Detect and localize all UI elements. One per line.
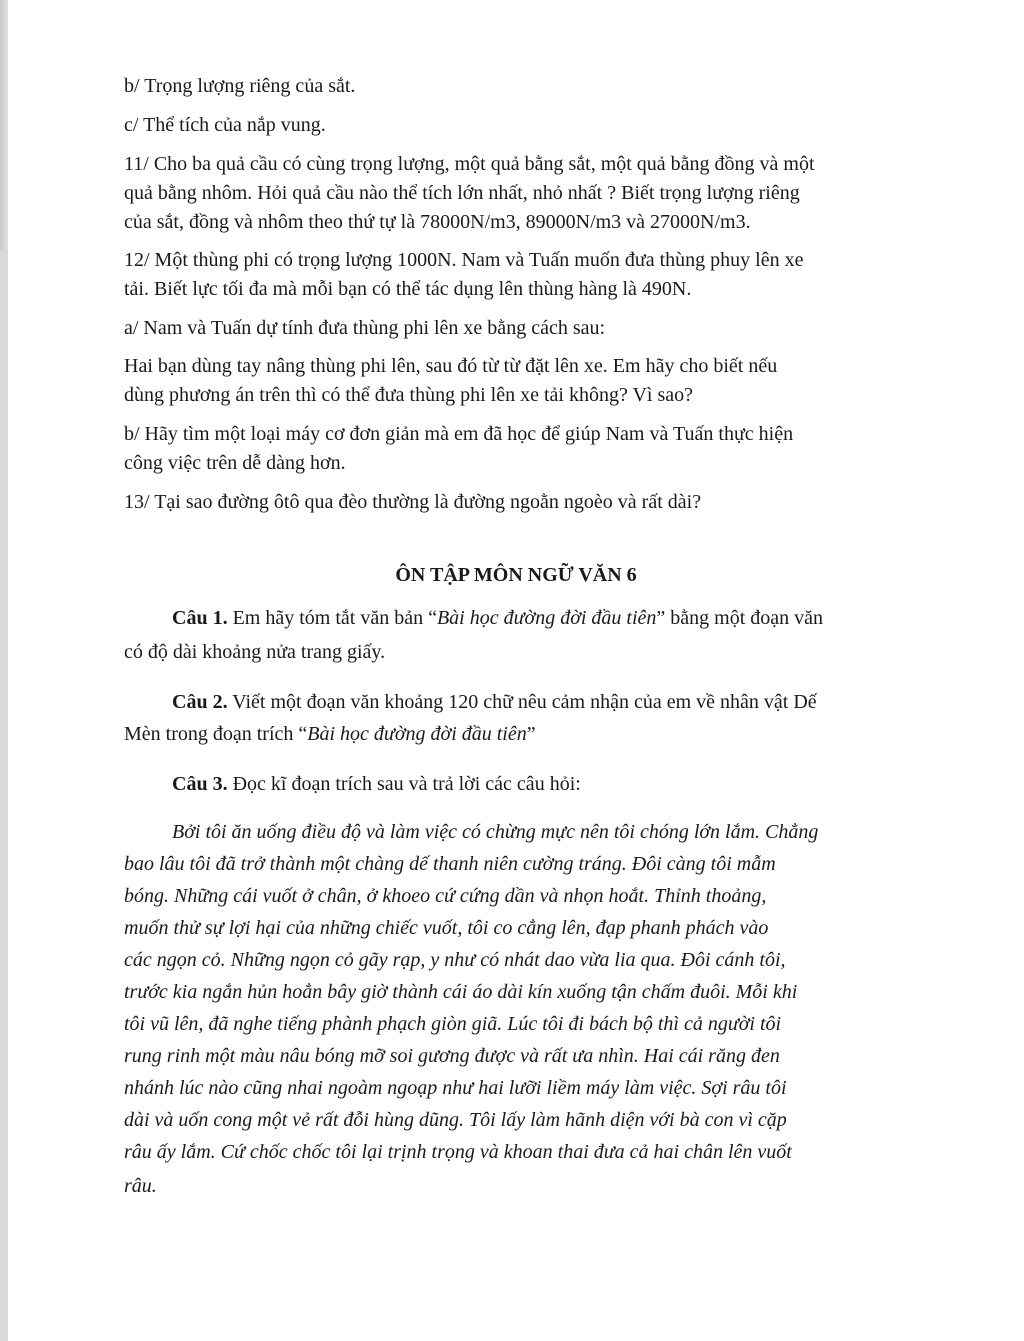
cau1-line1	[172, 604, 823, 632]
cau2-title: Bài học đường đời đầu tiên	[307, 723, 527, 745]
cau3-text: Đọc kĩ đoạn trích sau và trả lời các câu hỏi:	[227, 773, 581, 795]
physics-q12-line2: tải. Biết lực tối đa mà mỗi bạn có thể tác dụng lên thùng hàng là 490N.	[124, 278, 692, 300]
excerpt-line: râu.	[124, 1175, 157, 1197]
physics-q10b: b/ Trọng lượng riêng của sắt.	[124, 75, 356, 97]
cau2-line2	[124, 720, 536, 748]
cau3-label: Câu 3.	[172, 773, 228, 795]
excerpt-line: rung rinh một màu nâu bóng mỡ soi gương được và rất ưa nhìn. Hai cái răng đen	[124, 1045, 780, 1067]
cau2-line1	[172, 688, 817, 716]
excerpt-line: râu ấy lắm. Cứ chốc chốc tôi lại trịnh trọng và khoan thai đưa cả hai chân lên vuốt	[124, 1141, 792, 1163]
cau1-title: Bài học đường đời đầu tiên	[436, 607, 657, 629]
cau3-line	[172, 770, 581, 798]
physics-q12a: a/ Nam và Tuấn dự tính đưa thùng phi lên xe bằng cách sau:	[124, 317, 606, 339]
excerpt-line: nhánh lúc nào cũng nhai ngoàm ngoạp như hai lưỡi liềm máy làm việc. Sợi râu tôi	[124, 1077, 787, 1099]
excerpt-line: dài và uốn cong một vẻ rất đỗi hùng dũng. Tôi lấy làm hãnh diện với bà con vì cặp	[124, 1109, 787, 1131]
excerpt-line: Bởi tôi ăn uống điều độ và làm việc có chừng mực nên tôi chóng lớn lắm. Chẳng	[172, 821, 819, 843]
cau1-label: Câu 1.	[172, 607, 228, 629]
excerpt-line: muốn thử sự lợi hại của những chiếc vuốt, tôi co cẳng lên, đạp phanh phách vào	[124, 917, 769, 939]
cau2-line2-post: ”	[526, 723, 536, 745]
physics-q10c: c/ Thể tích của nắp vung.	[124, 114, 326, 136]
document-page	[8, 0, 1024, 1341]
excerpt-line: bóng. Những cái vuốt ở chân, ở khoeo cứ cứng dần và nhọn hoắt. Thỉnh thoảng,	[124, 885, 767, 907]
physics-q12a-detail-line2: dùng phương án trên thì có thể đưa thùng phi lên xe tải không? Vì sao?	[124, 384, 693, 406]
cau2-label: Câu 2.	[172, 691, 228, 713]
physics-q11-line3: của sắt, đồng và nhôm theo thứ tự là 78000N/m3, 89000N/m3 và 27000N/m3.	[124, 211, 751, 233]
physics-q12b-line1: b/ Hãy tìm một loại máy cơ đơn giản mà em đã học để giúp Nam và Tuấn thực hiện	[124, 423, 794, 445]
cau2-text: Viết một đoạn văn khoảng 120 chữ nêu cảm nhận của em về nhân vật Dế	[227, 691, 817, 713]
physics-q12-line1: 12/ Một thùng phi có trọng lượng 1000N. Nam và Tuấn muốn đưa thùng phuy lên xe	[124, 249, 804, 271]
cau2-line2-pre: Mèn trong đoạn trích “	[124, 723, 308, 745]
cau1-pre: Em hãy tóm tắt văn bản “	[227, 607, 437, 629]
excerpt-line: bao lâu tôi đã trở thành một chàng dế thanh niên cường tráng. Đôi càng tôi mẫm	[124, 853, 776, 875]
physics-q12a-detail-line1: Hai bạn dùng tay nâng thùng phi lên, sau đó từ từ đặt lên xe. Em hãy cho biết nếu	[124, 355, 778, 377]
excerpt-line: tôi vũ lên, đã nghe tiếng phành phạch giòn giã. Lúc tôi đi bách bộ thì cả người tôi	[124, 1013, 782, 1035]
physics-q13: 13/ Tại sao đường ôtô qua đèo thường là đường ngoằn ngoèo và rất dài?	[124, 491, 702, 513]
excerpt-line: các ngọn cỏ. Những ngọn cỏ gãy rạp, y như có nhát dao vừa lia qua. Đôi cánh tôi,	[124, 949, 786, 971]
cau1-post: ” bằng một đoạn văn	[656, 607, 824, 629]
physics-q11-line2: quả bằng nhôm. Hỏi quả cầu nào thể tích lớn nhất, nhỏ nhất ? Biết trọng lượng riêng	[124, 182, 800, 204]
literature-heading: ÔN TẬP MÔN NGỮ VĂN 6	[395, 564, 637, 586]
physics-q12b-line2: công việc trên dễ dàng hơn.	[124, 452, 346, 474]
cau1-line2: có độ dài khoảng nửa trang giấy.	[124, 641, 386, 663]
physics-q11-line1: 11/ Cho ba quả cầu có cùng trọng lượng, một quả bằng sắt, một quả bằng đồng và một	[124, 153, 815, 175]
excerpt-line: trước kia ngắn hủn hoẳn bây giờ thành cái áo dài kín xuống tận chấm đuôi. Mỗi khi	[124, 981, 798, 1003]
